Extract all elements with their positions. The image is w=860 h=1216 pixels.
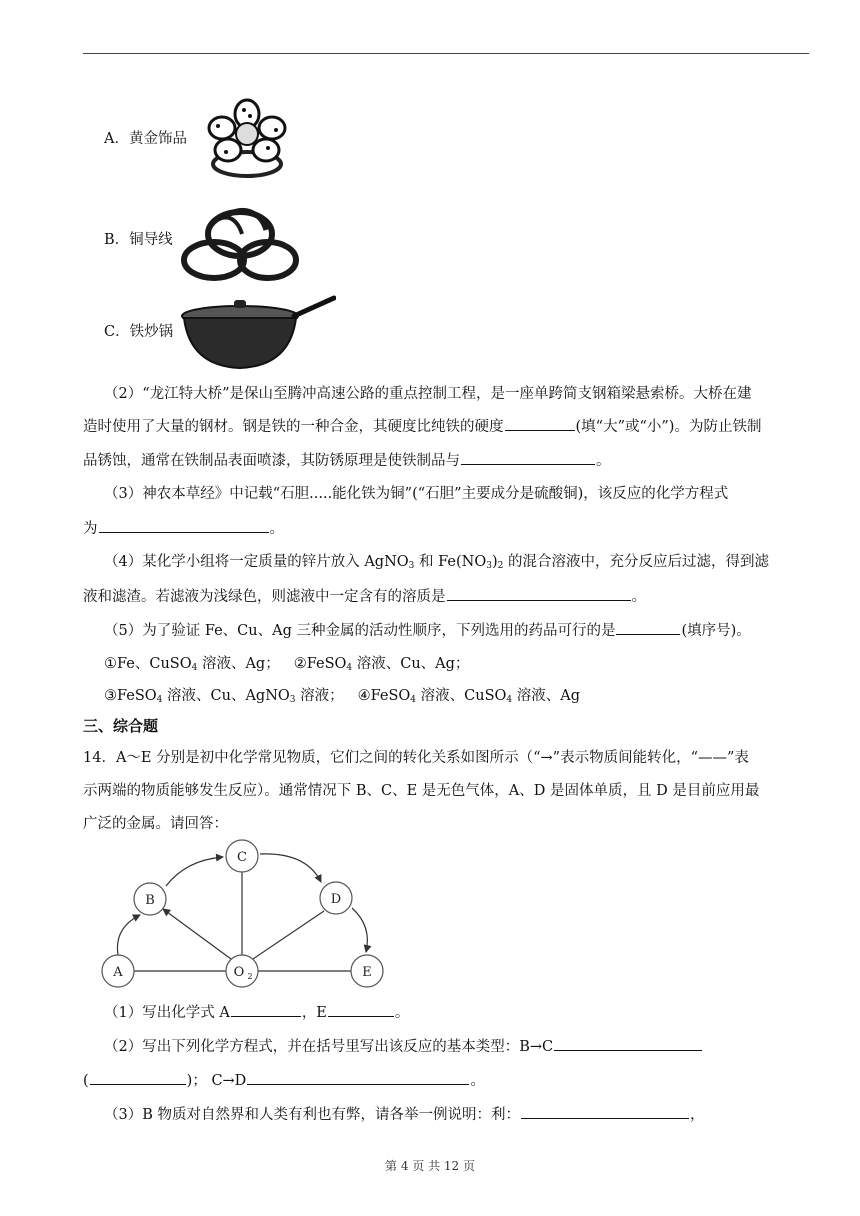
arrow-a-to-b — [117, 915, 140, 955]
q13-part4-line1: （4）某化学小组将一定质量的锌片放入 AgNO$_3$ 和 $Fe(NO_3)_2$ 的混合溶液中，充分反应后过滤，得到滤 — [104, 554, 769, 571]
q14-stem-line2: 示两端的物质能够发生反应）。通常情况下 B、C、E 是无色气体，A、D 是固体单质，且 D 是目前应用最 — [83, 783, 760, 799]
answer-blank[interactable] — [247, 1070, 469, 1085]
arrow-d-to-e — [352, 908, 367, 952]
answer-blank[interactable] — [461, 450, 595, 465]
node-o2-subscript: 2 — [247, 972, 253, 981]
q14-stem-line3: 广泛的金属。请回答： — [83, 816, 228, 832]
option-a-label: A．黄金饰品 — [104, 131, 187, 147]
answer-blank[interactable] — [328, 1002, 394, 1017]
node-d-label: D — [330, 892, 342, 907]
q13-part3-line1: （3）神农本草经》中记载“石胆.....能化铁为铜”(“石胆”主要成分是硫酸铜)，该反应的化学方程式 — [104, 486, 729, 502]
arrow-c-to-d — [260, 854, 321, 882]
q14-part2-line1: （2）写出下列化学方程式，并在括号里写出该反应的基本类型：B→C — [104, 1036, 703, 1057]
q13-part2-line3: 品锈蚀，通常在铁制品表面喷漆，其防锈原理是使铁制品与 。 — [83, 450, 611, 471]
page-footer: 第 4 页 共 12 页 — [385, 1159, 475, 1173]
option-c-label: C．铁炒锅 — [104, 324, 174, 340]
q14-part3-line1: （3）B 物质对自然界和人类有利也有弊，请各举一例说明：利： ， — [104, 1104, 705, 1125]
q13-part2-line2: 造时使用了大量的钢材。钢是铁的一种合金，其硬度比纯铁的硬度 (填“大”或“小”)。为防止铁制 — [83, 416, 761, 437]
answer-blank[interactable] — [99, 518, 269, 533]
q13-options-row2: ③FeSO$_4$ 溶液、Cu、AgNO$_3$ 溶液； ④FeSO$_4$ 溶液、CuSO$_4$ 溶液、Ag — [104, 688, 581, 705]
q14-part1: （1）写出化学式 A ，E 。 — [104, 1002, 409, 1023]
iron-wok-image — [180, 294, 336, 370]
arrow-b-to-c — [166, 857, 223, 886]
answer-blank[interactable] — [616, 620, 680, 635]
q13-part5-line1: （5）为了验证 Fe、Cu、Ag 三种金属的活动性顺序，下列选用的药品可行的是 (填序号)。 — [104, 620, 751, 641]
node-c-label: C — [237, 850, 247, 865]
node-e-label: E — [362, 965, 372, 980]
answer-blank[interactable] — [521, 1104, 689, 1119]
node-a-label: A — [113, 965, 123, 980]
q13-part4-line2: 液和滤渣。若滤液为浅绿色，则滤液中一定含有的溶质是 。 — [83, 586, 646, 607]
q13-options-row1: ①Fe、CuSO$_4$ 溶液、Ag； ②FeSO$_4$ 溶液、Cu、Ag； — [104, 656, 470, 673]
node-o2-label: O — [233, 965, 245, 980]
gold-jewelry-image — [200, 92, 294, 186]
answer-blank[interactable] — [447, 586, 631, 601]
option-b-label: B．铜导线 — [104, 232, 173, 248]
node-b-label: B — [145, 893, 155, 908]
top-rule — [83, 53, 809, 54]
q13-part2-line1: （2）“龙江特大桥”是保山至腾冲高速公路的重点控制工程，是一座单跨简支钢箱梁悬索桥。大桥在建 — [104, 386, 752, 402]
answer-blank[interactable] — [554, 1036, 702, 1051]
copper-wire-image — [180, 204, 300, 286]
arrow-o2-to-b — [163, 909, 231, 959]
answer-blank[interactable] — [90, 1070, 186, 1085]
transformation-diagram — [96, 838, 396, 990]
answer-blank[interactable] — [505, 416, 575, 431]
edge-d-o2 — [253, 911, 324, 959]
q14-part2-line2: ( )； C→D 。 — [83, 1070, 485, 1091]
q14-stem-line1: 14．A～E 分别是初中化学常见物质，它们之间的转化关系如图所示（“→”表示物质间能转化，“——”表 — [83, 750, 749, 766]
answer-blank[interactable] — [231, 1002, 301, 1017]
section-heading: 三、综合题 — [83, 717, 159, 735]
q13-part3-line2: 为 。 — [83, 518, 284, 539]
